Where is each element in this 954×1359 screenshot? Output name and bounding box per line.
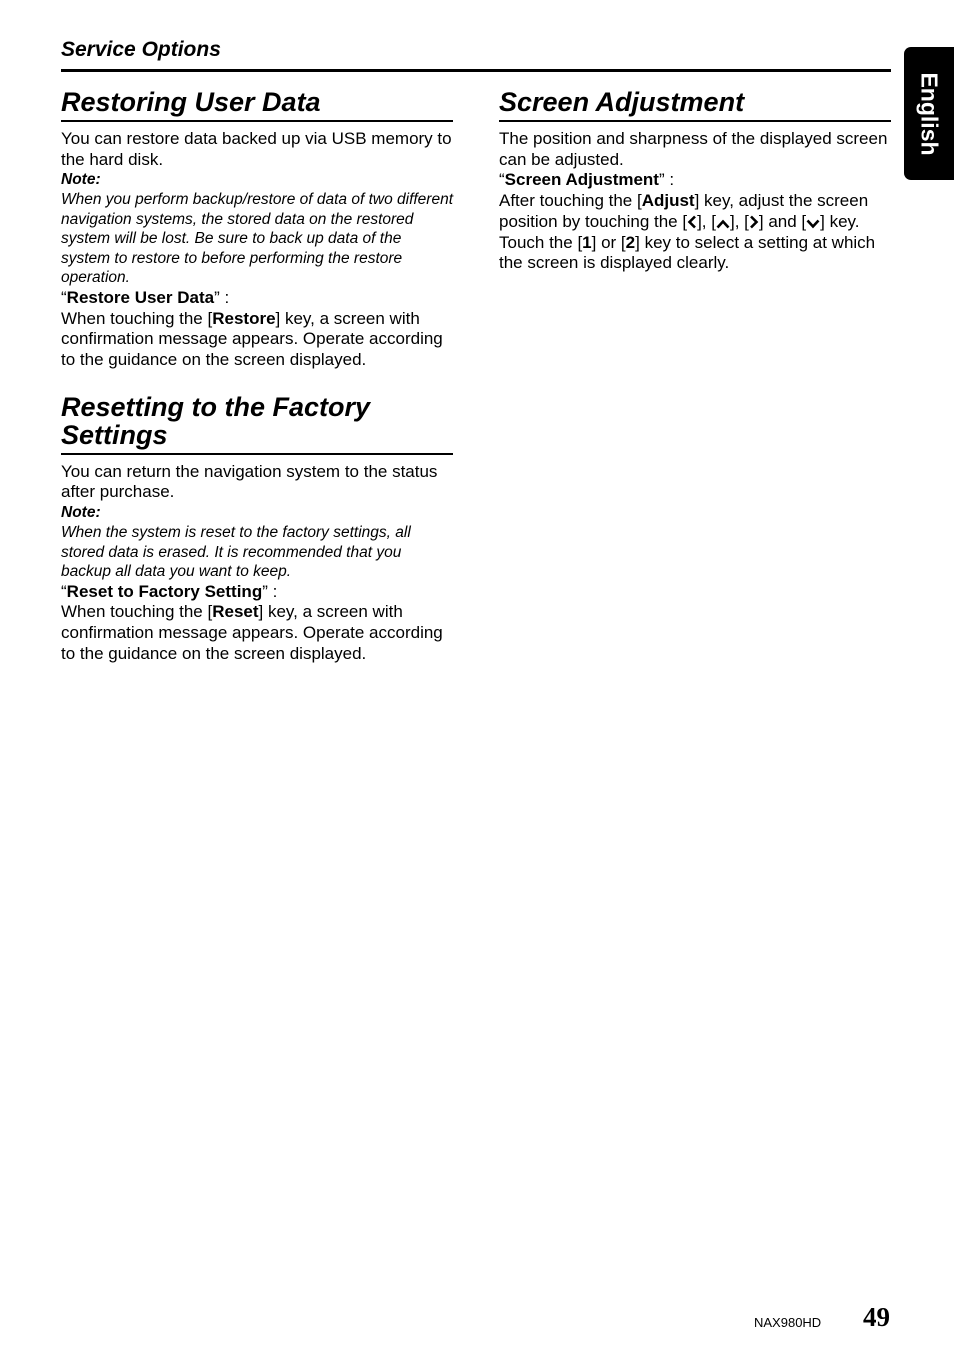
section-intro: You can restore data backed up via USB memory to the hard disk. <box>61 129 452 169</box>
instruction-text: When touching the [Reset] key, a screen with confirmation message appears. Operate according to the guidance on the screen displayed. <box>61 602 443 663</box>
chevron-down-icon <box>806 219 820 229</box>
note-text: When the system is reset to the factory settings, all stored data is erased. It is recommended that you backup all data you want to keep. <box>61 524 411 581</box>
page-number: 49 <box>863 1302 890 1332</box>
section-intro: You can return the navigation system to the status after purchase. <box>61 461 438 502</box>
menu-item-name: Restore User Data <box>66 287 215 307</box>
chevron-left-icon <box>687 215 697 229</box>
instruction-text: Touch the [1] or [2] key to select a setting at which the screen is displayed clearly. <box>499 232 876 273</box>
section-title: Resetting to the Factory Settings <box>61 393 453 455</box>
instruction-text: When touching the [Restore] key, a screen with confirmation message appears. Operate according to the guidance on the screen displayed. <box>61 308 443 370</box>
chevron-right-icon <box>749 215 759 229</box>
section-resetting-factory-settings <box>61 393 453 665</box>
model-number: NAX980HD <box>754 1315 822 1330</box>
key-name: 1 <box>582 232 592 252</box>
key-name: Restore <box>212 308 276 328</box>
key-name: 2 <box>625 232 636 252</box>
section-screen-adjustment <box>499 88 891 274</box>
section-intro: The position and sharpness of the displayed screen can be adjusted. <box>499 129 888 169</box>
right-column <box>499 88 891 274</box>
menu-item-name: Screen Adjustment <box>504 170 659 190</box>
language-tab <box>904 47 954 180</box>
running-head: Service Options <box>61 38 221 61</box>
key-name: Reset <box>212 602 259 622</box>
section-restoring-user-data <box>61 88 453 371</box>
chevron-up-icon <box>716 219 730 229</box>
menu-item-line: “Screen Adjustment” : <box>499 170 675 190</box>
instruction-text: After touching the [Adjust] key, adjust the screen position by touching the [ ], [ ], [ ] and [ ] key. <box>499 191 869 231</box>
key-name: Adjust <box>641 191 695 211</box>
header-rule <box>61 69 891 72</box>
note-label: Note: <box>61 171 101 189</box>
section-title: Screen Adjustment <box>499 88 891 122</box>
note-text: When you perform backup/restore of data of two different navigation systems, the stored data on the restored system will be lost. Be sure to back up data of the system to restore to before performing the restore operation. <box>61 191 454 287</box>
section-title: Restoring User Data <box>61 88 453 122</box>
menu-item-line: “Restore User Data” : <box>61 287 230 307</box>
menu-item-line: “Reset to Factory Setting” : <box>61 581 278 601</box>
menu-item-name: Reset to Factory Setting <box>66 581 263 601</box>
note-label: Note: <box>61 504 101 522</box>
left-column <box>61 88 453 664</box>
language-tab-label: English <box>916 71 943 156</box>
